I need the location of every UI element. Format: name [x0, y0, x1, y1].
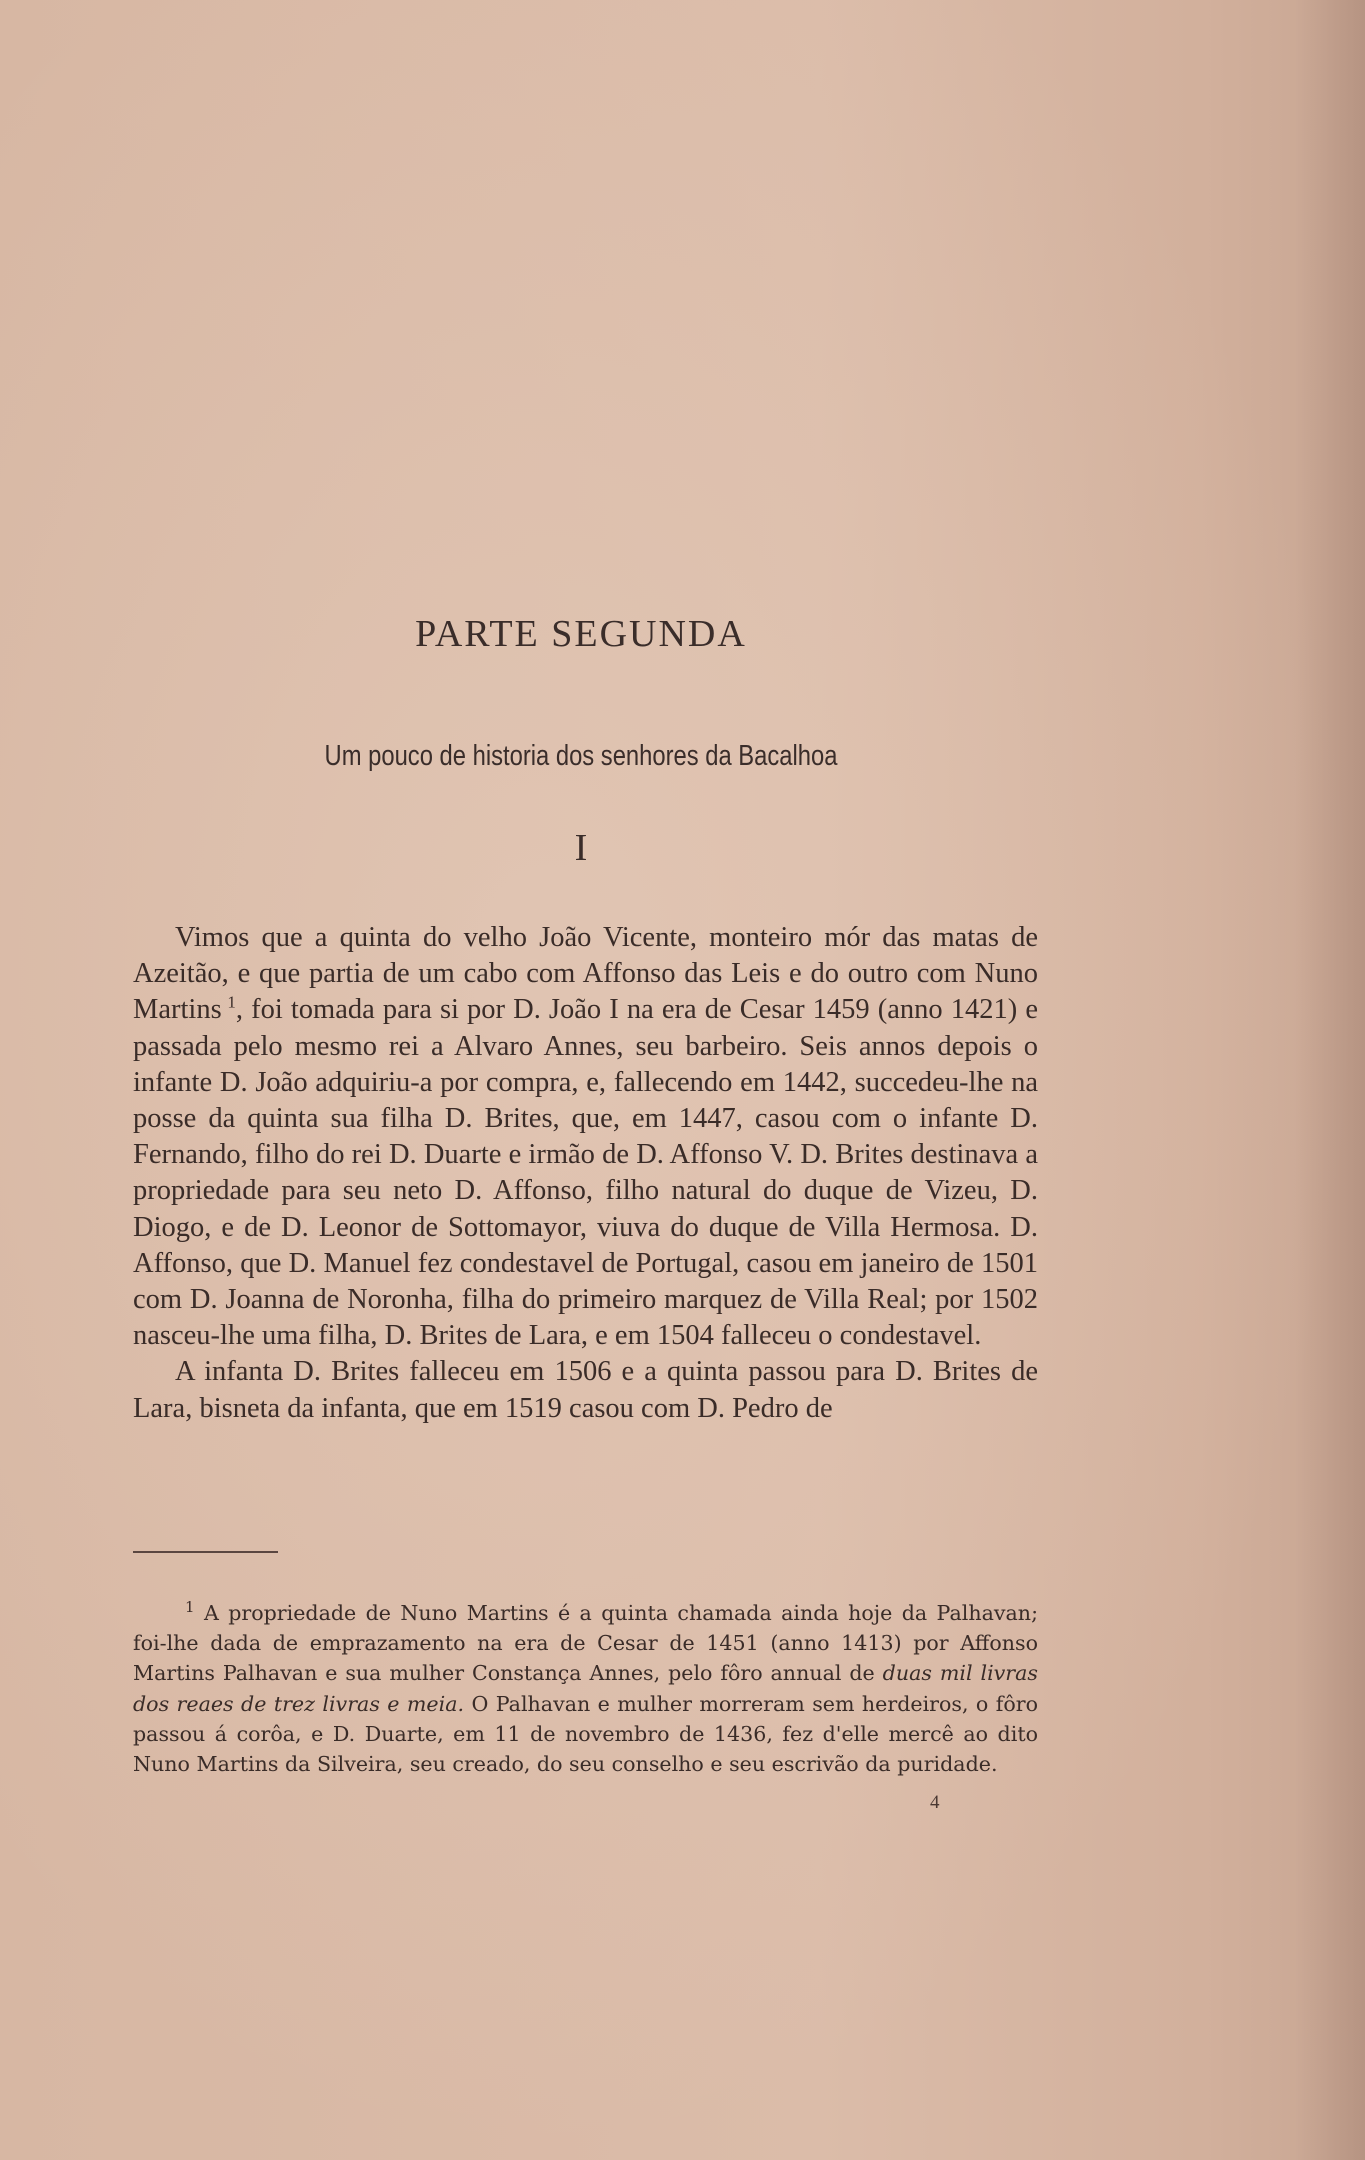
part-title: PARTE SEGUNDA	[415, 613, 747, 655]
signature-mark: 4	[930, 1792, 940, 1813]
footnote-divider	[133, 1551, 278, 1553]
footnote-text: O Palhavan e mulher morreram sem herdeiros, o fôro passou á corôa, e D. Duarte, em 11 de novembro de 1436, fez d'elle mercê ao dito Nuno Martins da Silveira, seu creado, do seu conselho e seu escrivão da puridade.	[133, 1691, 1039, 1777]
footnote	[133, 1598, 1038, 1779]
body-text	[133, 920, 1038, 1427]
paragraph-text: , foi tomada para si por D. João I na era de Cesar 1459 (anno 1421) e passada pelo mesmo rei a Alvaro Annes, seu barbeiro. Seis annos depois o infante D. João adquiriu-a por compra, e, fallecendo em 1442, succedeu-lhe na posse da quinta sua filha D. Brites, que, em 1447, casou com o infante D. Fernando, filho do rei D. Duarte e irmão de D. Affonso V. D. Brites destinava a propriedade para seu neto D. Affonso, filho natural do duque de Vizeu, D. Diogo, e de D. Leonor de Sottomayor, viuva do duque de Villa Hermosa. D. Affonso, que D. Manuel fez condestavel de Portugal, casou em janeiro de 1501 com D. Joanna de Noronha, filha do primeiro marquez de Villa Real; por 1502 nasceu-lhe uma filha, D. Brites de Lara, e em 1504 falleceu o condestavel.	[133, 994, 1038, 1352]
page-edge-shadow	[1295, 0, 1365, 2160]
footnote-text: A propriedade de Nuno Martins é a quinta chamada ainda hoje da Palhavan; foi-lhe dada de emprazamento na era de Cesar de 1451 (anno 1413) por Affonso Martins Palhavan e sua mulher Constança Annes, pelo fôro annual de	[133, 1601, 1039, 1686]
section-subtitle: Um pouco de historia dos senhores da Bacalhoa	[324, 740, 838, 772]
footnote-marker: 1	[227, 992, 236, 1012]
chapter-number: I	[574, 827, 588, 869]
paragraph	[133, 920, 1038, 1354]
footnote-number: 1	[185, 1598, 195, 1617]
paragraph: A infanta D. Brites falleceu em 1506 e a quinta passou para D. Brites de Lara, bisneta da infanta, que em 1519 casou com D. Pedro de	[133, 1356, 1038, 1424]
paragraph-text: Vimos que a quinta do velho João Vicente, monteiro mór das matas de Azeitão, e que partia de um cabo com Affonso das Leis e do outro com Nuno Martins	[133, 922, 1038, 1026]
footnote-italic-text: duas mil livras dos reaes de trez livras e meia.	[133, 1661, 1038, 1716]
